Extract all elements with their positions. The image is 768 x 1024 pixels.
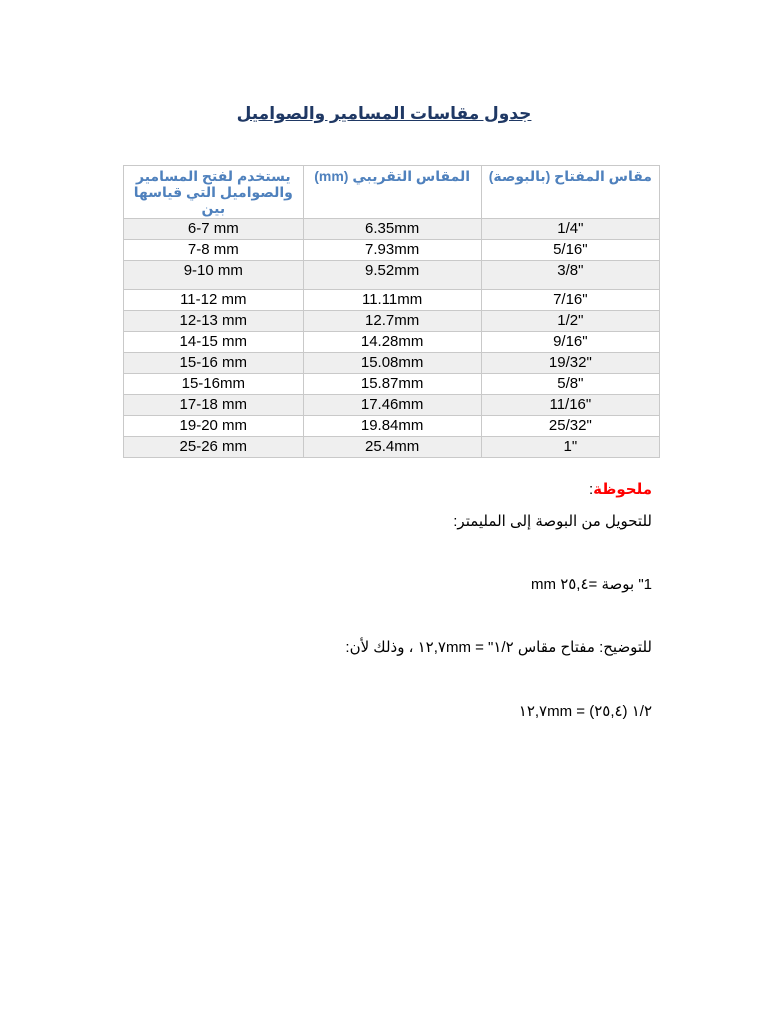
note-line-example: للتوضيح: مفتاح مقاس ١/٢" = ١٢,٧mm ، وذلك لأن: <box>345 639 652 656</box>
cell-mm: 7.93mm <box>303 240 481 261</box>
cell-inch: 5/8" <box>481 374 659 395</box>
cell-range: 7-8 mm <box>124 240 304 261</box>
cell-inch: 3/8" <box>481 261 659 290</box>
cell-mm: 6.35mm <box>303 219 481 240</box>
cell-range: 9-10 mm <box>124 261 304 290</box>
note-line-conversion: للتحويل من البوصة إلى المليمتر: <box>453 513 652 530</box>
cell-range: 15-16mm <box>124 374 304 395</box>
header-usage-range: يستخدم لفتح المسامير والصواميل التي قياسها بين <box>124 166 304 219</box>
cell-range: 19-20 mm <box>124 416 304 437</box>
table-row <box>124 353 660 374</box>
table-row <box>124 416 660 437</box>
cell-range: 15-16 mm <box>124 353 304 374</box>
note-line-inch-to-mm: 1" بوصة =٢٥,٤ mm <box>531 576 652 593</box>
cell-inch: 7/16" <box>481 290 659 311</box>
cell-inch: 25/32" <box>481 416 659 437</box>
cell-mm: 15.87mm <box>303 374 481 395</box>
table-row <box>124 332 660 353</box>
cell-inch: 1/4" <box>481 219 659 240</box>
cell-inch: 1/2" <box>481 311 659 332</box>
cell-mm: 19.84mm <box>303 416 481 437</box>
note-title-text: ملحوظة <box>593 481 652 498</box>
cell-inch: 19/32" <box>481 353 659 374</box>
cell-range: 14-15 mm <box>124 332 304 353</box>
note-title-colon: : <box>588 481 594 498</box>
table-header-row <box>124 166 660 219</box>
cell-mm: 11.11mm <box>303 290 481 311</box>
table-row <box>124 240 660 261</box>
table-row <box>124 219 660 240</box>
header-approx-size: المقاس التقريبي (mm) <box>303 166 481 219</box>
document-title: جدول مقاسات المسامير والصواميل <box>236 104 532 123</box>
table-row <box>124 261 660 290</box>
table-row <box>124 395 660 416</box>
cell-inch: 11/16" <box>481 395 659 416</box>
table-row <box>124 290 660 311</box>
cell-inch: 5/16" <box>481 240 659 261</box>
cell-range: 17-18 mm <box>124 395 304 416</box>
table-row <box>124 437 660 458</box>
cell-range: 6-7 mm <box>124 219 304 240</box>
note-line-calculation: ١/٢ (٢٥,٤) = ١٢,٧mm <box>518 703 652 720</box>
cell-mm: 15.08mm <box>303 353 481 374</box>
cell-inch: 9/16" <box>481 332 659 353</box>
cell-mm: 17.46mm <box>303 395 481 416</box>
header-wrench-size: مقاس المفتاح (بالبوصة) <box>481 166 659 219</box>
cell-range: 25-26 mm <box>124 437 304 458</box>
cell-range: 11-12 mm <box>124 290 304 311</box>
note-heading <box>589 480 652 498</box>
table-row <box>124 374 660 395</box>
cell-inch: 1" <box>481 437 659 458</box>
cell-mm: 12.7mm <box>303 311 481 332</box>
cell-mm: 25.4mm <box>303 437 481 458</box>
wrench-size-table <box>123 165 660 458</box>
table-row <box>124 311 660 332</box>
cell-range: 12-13 mm <box>124 311 304 332</box>
cell-mm: 14.28mm <box>303 332 481 353</box>
cell-mm: 9.52mm <box>303 261 481 290</box>
